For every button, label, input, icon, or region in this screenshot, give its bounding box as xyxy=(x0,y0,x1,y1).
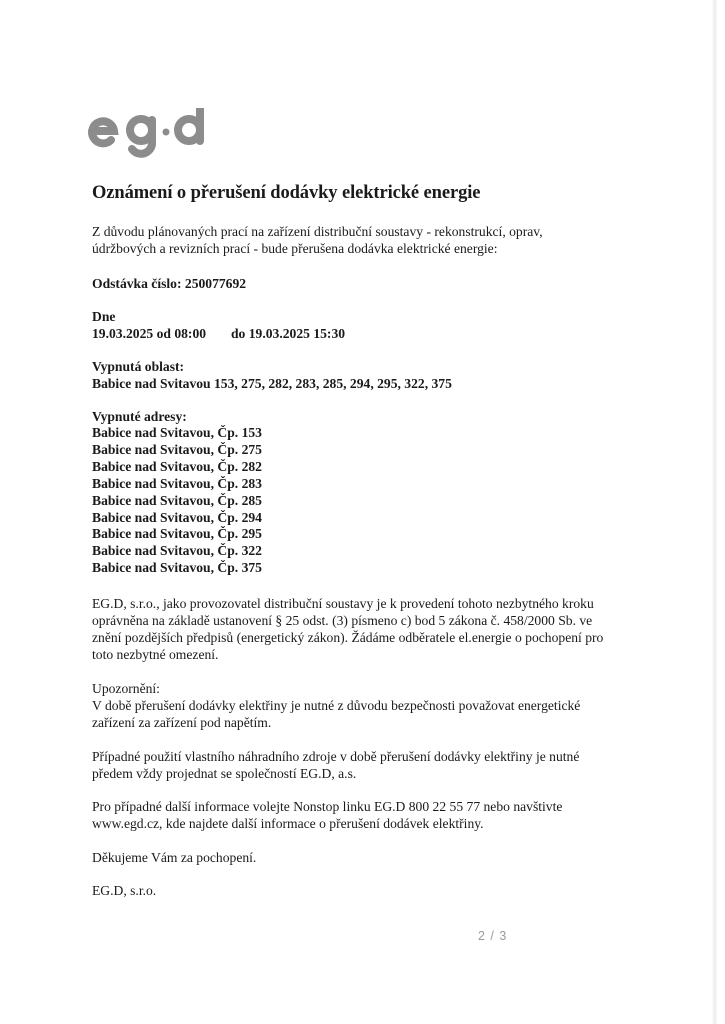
address-item: Babice nad Svitavou, Čp. 275 xyxy=(92,441,262,457)
page-title: Oznámení o přerušení dodávky elektrické energie xyxy=(92,183,481,203)
page-number: 2 / 3 xyxy=(478,929,508,943)
egd-logo xyxy=(86,108,216,164)
date-from: 19.03.2025 od 08:00 xyxy=(92,326,207,341)
intro-line-1: Z důvodu plánovaných prací na zařízení distribuční soustavy - rekonstrukcí, oprav, xyxy=(92,224,543,239)
address-item: Babice nad Svitavou, Čp. 295 xyxy=(92,526,262,542)
address-item: Babice nad Svitavou, Čp. 282 xyxy=(92,458,262,474)
signature: EG.D, s.r.o. xyxy=(92,883,157,898)
warning-line-1: V době přerušení dodávky elektřiny je nutné z důvodu bezpečnosti považovat energetické xyxy=(92,698,581,713)
address-item: Babice nad Svitavou, Čp. 322 xyxy=(92,543,262,559)
address-item: Babice nad Svitavou, Čp. 283 xyxy=(92,475,262,491)
legal-line-1: EG.D, s.r.o., jako provozovatel distribuční soustavy je k provedení tohoto nezbytného kroku xyxy=(92,596,594,611)
warning-line-2: zařízení za zařízení pod napětím. xyxy=(92,715,272,730)
backup-line-1: Případné použití vlastního náhradního zdroje v době přerušení dodávky elektřiny je nutné xyxy=(92,749,580,764)
address-item: Babice nad Svitavou, Čp. 153 xyxy=(92,425,262,440)
info-line-1: Pro případné další informace volejte Nonstop linku EG.D 800 22 55 77 nebo navštivte xyxy=(92,799,563,814)
info-line-2: www.egd.cz, kde najdete další informace o přerušení dodávek elektřiny. xyxy=(92,816,484,831)
address-list xyxy=(92,425,262,577)
addresses-label: Vypnuté adresy: xyxy=(92,409,187,424)
legal-line-2: oprávněna na základě ustanovení § 25 odst. (3) písmeno c) bod 5 zákona č. 458/2000 Sb. ve xyxy=(92,613,593,628)
egd-logo-icon xyxy=(86,108,216,164)
intro-line-2: údržbových a revizních prací - bude přerušena dodávka elektrické energie: xyxy=(92,241,498,256)
area-value: Babice nad Svitavou 153, 275, 282, 283, 285, 294, 295, 322, 375 xyxy=(92,376,452,391)
thanks-text: Děkujeme Vám za pochopení. xyxy=(92,850,257,865)
scan-edge xyxy=(712,0,717,1024)
backup-line-2: předem vždy projednat se společností EG.D, a.s. xyxy=(92,766,357,781)
address-item: Babice nad Svitavou, Čp. 294 xyxy=(92,509,262,525)
area-label: Vypnutá oblast: xyxy=(92,359,185,374)
legal-line-3: znění pozdějších předpisů (energetický zákon). Žádáme odběratele el.energie o pochopení pro xyxy=(92,630,604,645)
outage-number: Odstávka číslo: 250077692 xyxy=(92,276,247,291)
address-item: Babice nad Svitavou, Čp. 285 xyxy=(92,492,262,508)
warning-label: Upozornění: xyxy=(92,681,160,696)
address-item: Babice nad Svitavou, Čp. 375 xyxy=(92,560,262,576)
legal-line-4: toto nezbytné omezení. xyxy=(92,647,219,662)
date-label: Dne xyxy=(92,309,116,324)
date-to: do 19.03.2025 15:30 xyxy=(231,326,346,341)
